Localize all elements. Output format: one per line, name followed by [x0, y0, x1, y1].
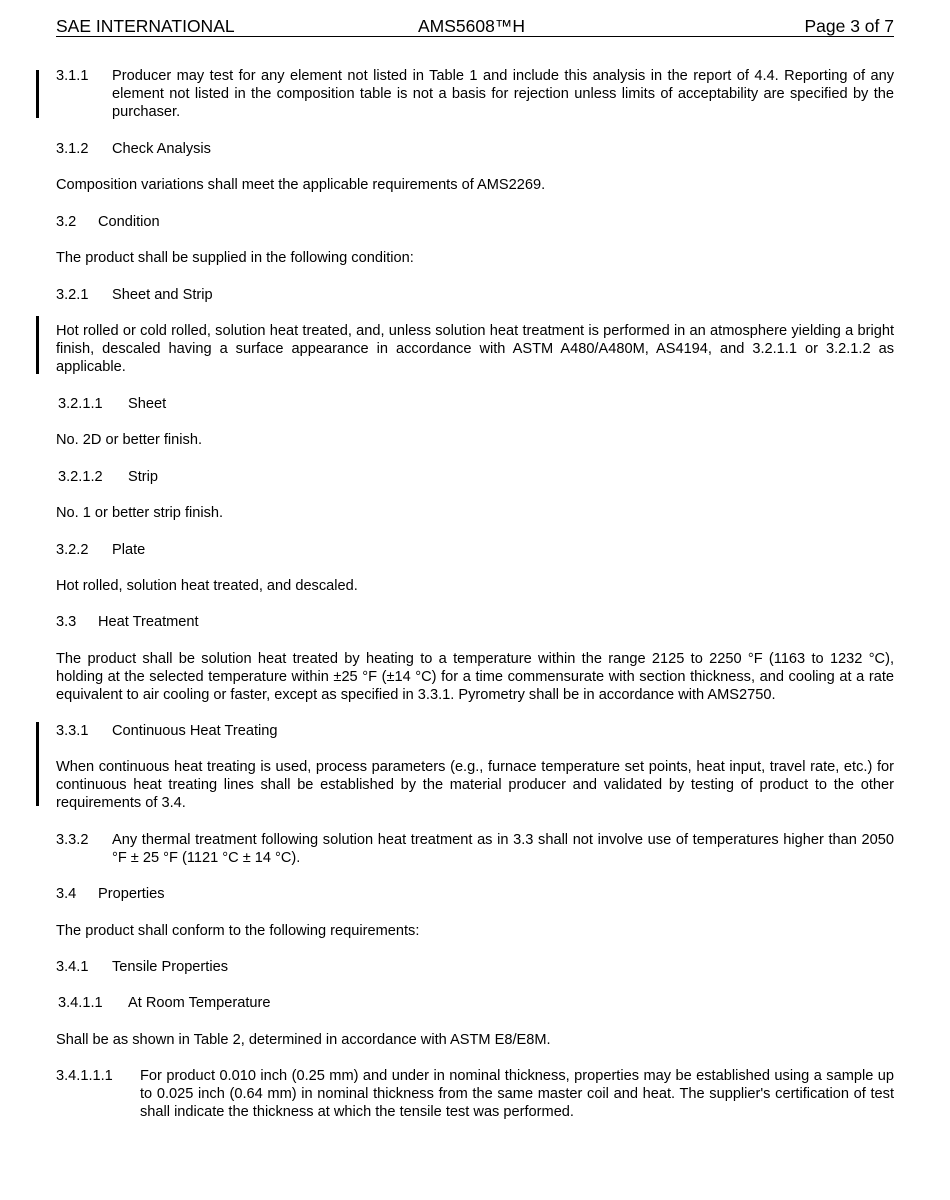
section-title: Properties	[98, 886, 165, 902]
section-3-3-2	[56, 831, 894, 867]
section-number: 3.1.1	[56, 68, 89, 84]
revision-bar	[36, 722, 39, 806]
section-number: 3.4	[56, 886, 77, 902]
page-header	[56, 14, 894, 37]
heading-3-2-1	[56, 286, 894, 304]
section-title: Plate	[112, 542, 146, 558]
section-text: For product 0.010 inch (0.25 mm) and under in nominal thickness, properties may be established using a sample up to 0.025 inch (0.64 mm) in nominal thickness from the same master coil and heat. The supplier's certification of test shall indicate the thickness at which the tensile test was performed.	[140, 1068, 894, 1120]
header-doc-number: AMS5608™H	[418, 16, 525, 36]
header-org: SAE INTERNATIONAL	[56, 16, 235, 36]
section-number: 3.4.1.1.1	[56, 1068, 113, 1084]
section-title: Heat Treatment	[98, 614, 199, 630]
heading-3-2-1-2	[58, 468, 896, 486]
section-3-1-1	[56, 67, 894, 121]
revision-bar	[36, 316, 39, 374]
paragraph-condition: The product shall be supplied in the following condition:	[56, 250, 414, 266]
section-number: 3.3.1	[56, 723, 89, 739]
heading-3-1-2	[56, 140, 894, 158]
heading-3-2-2	[56, 541, 894, 559]
heading-3-4	[56, 885, 894, 903]
section-number: 3.4.1.1	[58, 995, 103, 1011]
heading-3-2-1-1	[58, 395, 896, 413]
section-number: 3.2.1	[56, 287, 89, 303]
section-3-4-1-1-1	[56, 1067, 894, 1121]
header-page-number: Page 3 of 7	[804, 16, 894, 36]
section-text: Any thermal treatment following solution heat treatment as in 3.3 shall not involve use of temperatures higher than 2050 °F ± 25 °F (1121 °C ± 14 °C).	[112, 832, 894, 866]
paragraph-properties: The product shall conform to the following requirements:	[56, 923, 420, 939]
section-title: Continuous Heat Treating	[112, 723, 278, 739]
paragraph-sheet-strip: Hot rolled or cold rolled, solution heat treated, and, unless solution heat treatment is performed in an atmosphere yielding a bright finish, descaled having a surface appearance in accordance with ASTM A480/A480M, AS4194, and 3.2.1.1 or 3.2.1.2 as applicable.	[56, 323, 894, 375]
section-number: 3.2.1.2	[58, 469, 103, 485]
heading-3-4-1	[56, 958, 894, 976]
section-title: Condition	[98, 214, 160, 230]
section-number: 3.3.2	[56, 832, 89, 848]
revision-bar	[36, 70, 39, 118]
paragraph-sheet: No. 2D or better finish.	[56, 432, 203, 448]
paragraph-heat-treatment: The product shall be solution heat treated by heating to a temperature within the range 2125 to 2250 °F (1163 to 1232 °C), holding at the selected temperature within ±25 °F (±14 °C) for a time commensurate with section thickness, and cooling at a rate equivalent to air cooling or faster, except as specified in 3.3.1. Pyrometry shall be in accordance with AMS2750.	[56, 651, 894, 703]
section-title: Strip	[128, 469, 159, 485]
section-number: 3.2.1.1	[58, 396, 103, 412]
section-number: 3.3	[56, 614, 77, 630]
section-number: 3.2	[56, 214, 77, 230]
paragraph-continuous: When continuous heat treating is used, process parameters (e.g., furnace temperature set points, heat input, travel rate, etc.) for continuous heat treating lines shall be established by the material producer and validated by testing of product to the other requirements of 3.4.	[56, 759, 894, 811]
heading-3-2	[56, 213, 894, 231]
section-number: 3.2.2	[56, 542, 89, 558]
paragraph-plate: Hot rolled, solution heat treated, and descaled.	[56, 578, 358, 594]
section-number: 3.1.2	[56, 141, 89, 157]
section-title: At Room Temperature	[128, 995, 271, 1011]
heading-3-3	[56, 613, 894, 631]
section-text: Producer may test for any element not listed in Table 1 and include this analysis in the report of 4.4. Reporting of any element not listed in the composition table is not a basis for rejection unless limits of acceptability are specified by the purchaser.	[112, 68, 894, 120]
section-number: 3.4.1	[56, 959, 89, 975]
paragraph-strip: No. 1 or better strip finish.	[56, 505, 224, 521]
section-title: Sheet	[128, 396, 167, 412]
section-title: Tensile Properties	[112, 959, 228, 975]
paragraph-room-temperature: Shall be as shown in Table 2, determined in accordance with ASTM E8/E8M.	[56, 1032, 551, 1048]
paragraph-check-analysis: Composition variations shall meet the applicable requirements of AMS2269.	[56, 177, 546, 193]
heading-3-4-1-1	[58, 994, 896, 1012]
section-title: Sheet and Strip	[112, 287, 213, 303]
section-title: Check Analysis	[112, 141, 211, 157]
heading-3-3-1	[56, 722, 894, 740]
